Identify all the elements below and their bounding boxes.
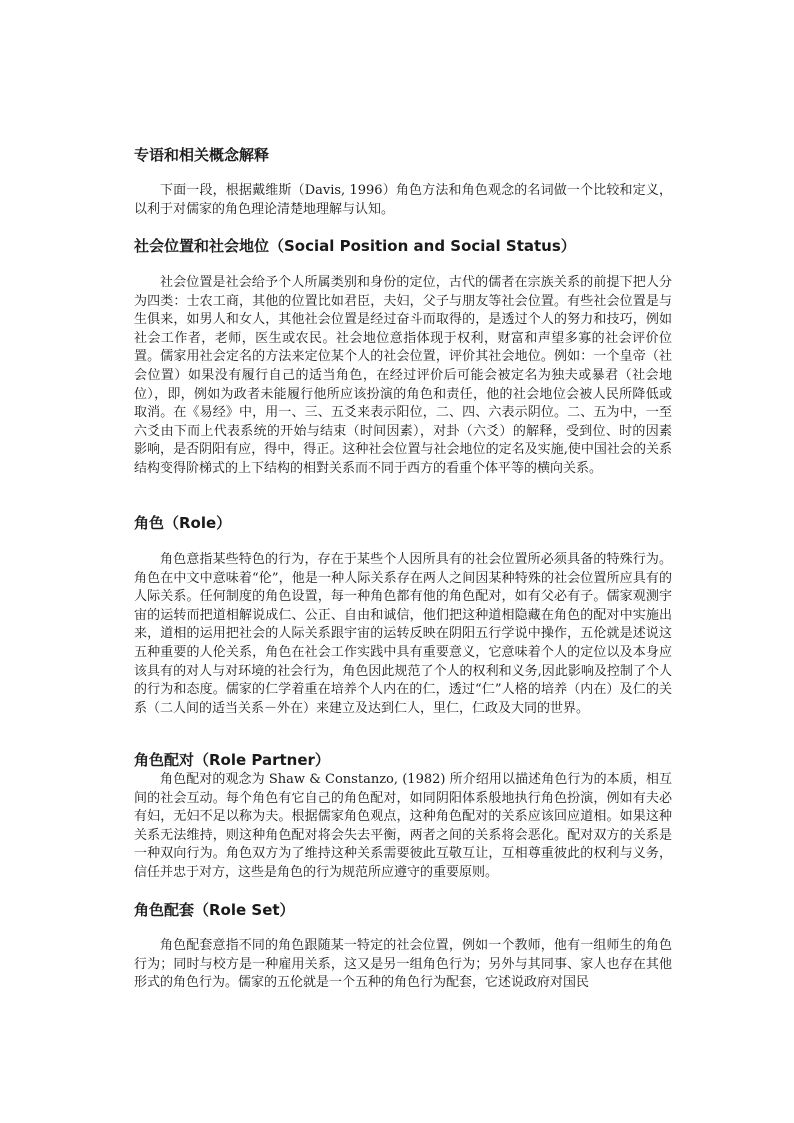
heading-role-set: 角色配套（Role Set） bbox=[134, 901, 295, 919]
paragraph-role-partner: 角色配对的观念为 Shaw & Constanzo, (1982) 所介绍用以描述角色行为的本质，相互间的社会互动。每个角色有它自己的角色配对，如同阴阳体系般地执行角色扮演，例如有夫必有妇，无妇不足以称为夫。根据儒家角色观点，这种角色配对的关系应该回应道相。如果这种关系无法维持，则这种角色配对将会失去平衡，两者之间的关系将会恶化。配对双方的关系是一种双向行为。角色双方为了维持这种关系需要彼此互敬互让，互相尊重彼此的权利与义务，信任并忠于对方，这些是角色的行为规范所应遵守的重要原则。 bbox=[134, 772, 672, 880]
paragraph-role: 角色意指某些特色的行为，存在于某些个人因所具有的社会位置所必须具备的特殊行为。角色在中文中意味着“伦”，他是一种人际关系存在两人之间因某种特殊的社会位置所应具有的人际关系。任何制度的角色设置，每一种角色都有他的角色配对，如有父必有子。儒家观测宇宙的运转而把道相解说成仁、公正、自由和诚信，他们把这种道相隐藏在角色的配对中实施出来，道相的运用把社会的人际关系跟宇宙的运转反映在阴阳五行学说中操作，五伦就是述说这五种重要的人伦关系，角色在社会工作实践中具有重要意义，它意味着个人的定位以及本身应该具有的对人与对环境的社会行为，角色因此规范了个人的权利和义务,因此影响及控制了个人的行为和态度。儒家的仁学着重在培养个人内在的仁，透过“仁”人格的培养（内在）及仁的关系（二人间的适当关系－外在）来建立及达到仁人，里仁，仁政及大同的世界。 bbox=[134, 552, 672, 716]
paragraph-social-position: 社会位置是社会给予个人所属类别和身份的定位，古代的儒者在宗族关系的前提下把人分为四类：士农工商，其他的位置比如君臣，夫妇，父子与朋友等社会位置。有些社会位置是与生俱来，如男人和女人，其他社会位置是经过奋斗而取得的，是透过个人的努力和技巧，例如社会工作者，老师，医生或农民。社会地位意指体现于权利，财富和声望多寡的社会评价位置。儒家用社会定名的方法来定位某个人的社会位置，评价其社会地位。例如：一个皇帝（社会位置）如果没有履行自己的适当角色，在经过评价后可能会被定名为独夫或暴君（社会地位），即，例如为政者未能履行他所应该扮演的角色和责任，他的社会地位会被人民所降低或取消。在《易经》中，用一、三、五爻来表示阳位，二、四、六表示阴位。二、五为中，一至六爻由下而上代表系统的开始与结束（时间因素），对卦（六爻）的解释，受到位、时的因素影响，是否阴阳有应，得中，得正。这种社会位置与社会地位的定名及实施,使中国社会的关系结构变得阶梯式的上下结构的相對关系而不同于西方的看重个体平等的横向关系。 bbox=[134, 275, 672, 476]
intro-paragraph: 下面一段，根据戴维斯（Davis, 1996）角色方法和角色观念的名词做一个比较和定义，以利于对儒家的角色理论清楚地理解与认知。 bbox=[134, 183, 672, 217]
heading-role-partner: 角色配对（Role Partner） bbox=[134, 751, 330, 769]
paragraph-role-set: 角色配套意指不同的角色跟随某一特定的社会位置，例如一个教师，他有一组师生的角色行为；同时与校方是一种雇用关系，这又是另一组角色行为；另外与其同事、家人也存在其他形式的角色行为。儒家的五伦就是一个五种的角色行为配套，它述说政府对国民 bbox=[134, 938, 672, 991]
heading-role: 角色（Role） bbox=[134, 514, 232, 532]
heading-social-position: 社会位置和社会地位（Social Position and Social Status） bbox=[134, 237, 576, 255]
section-title: 专语和相关概念解释 bbox=[134, 146, 270, 164]
